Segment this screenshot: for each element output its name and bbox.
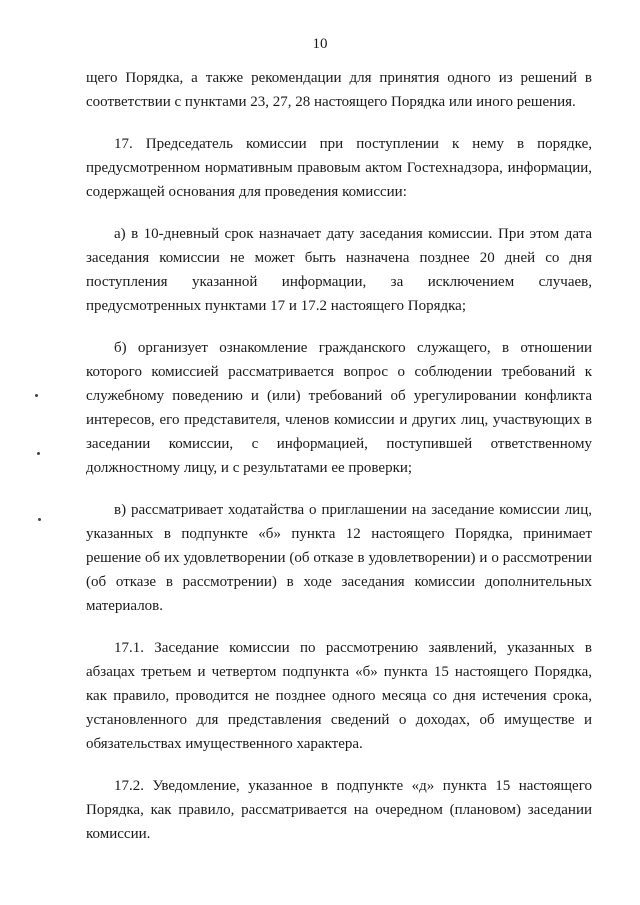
paragraph-item-17v: в) рассматривает ходатайства о приглашении на заседание комиссии лиц, указанных в подпункте «б» пункта 12 настоящего Порядка, принимает решение об их удовлетворении (об отказе в удовлетворении) и о рассмотрении (об отказе в рассмотрении) в ходе заседания комиссии дополнительных материалов. [86, 502, 592, 614]
scan-speck [35, 394, 38, 397]
document-body [86, 66, 592, 864]
paragraph-item-17b: б) организует ознакомление гражданского служащего, в отношении которого комиссией рассматривается вопрос о соблюдении требований к служебному поведению и (или) требований об урегулировании конфликта интересов, его представителя, членов комиссии и других лиц, участвующих в заседании комиссии, с информацией, поступившей ответственному должностному лицу, и с результатами ее проверки; [86, 340, 592, 476]
scan-speck [38, 518, 41, 521]
paragraph-continuation: щего Порядка, а также рекомендации для принятия одного из решений в соответствии с пунктами 23, 27, 28 настоящего Порядка или иного решения. [86, 70, 592, 110]
paragraph-item-17a: а) в 10-дневный срок назначает дату заседания комиссии. При этом дата заседания комиссии не может быть назначена позднее 20 дней со дня поступления указанной информации, за исключением случаев, предусмотренных пунктами 17 и 17.2 настоящего Порядка; [86, 226, 592, 314]
scan-speck [37, 452, 40, 455]
page-number: 10 [312, 36, 328, 52]
paragraph-item-17-2: 17.2. Уведомление, указанное в подпункте «д» пункта 15 настоящего Порядка, как правило, рассматривается на очередном (плановом) заседании комиссии. [86, 778, 592, 842]
paragraph-item-17-1: 17.1. Заседание комиссии по рассмотрению заявлений, указанных в абзацах третьем и четвертом подпункта «б» пункта 15 настоящего Порядка, как правило, проводится не позднее одного месяца со дня истечения срока, установленного для представления сведений о доходах, об имуществе и обязательствах имущественного характера. [86, 640, 592, 752]
paragraph-item-17: 17. Председатель комиссии при поступлении к нему в порядке, предусмотренном нормативным правовым актом Гостехнадзора, информации, содержащей основания для проведения комиссии: [86, 136, 592, 200]
